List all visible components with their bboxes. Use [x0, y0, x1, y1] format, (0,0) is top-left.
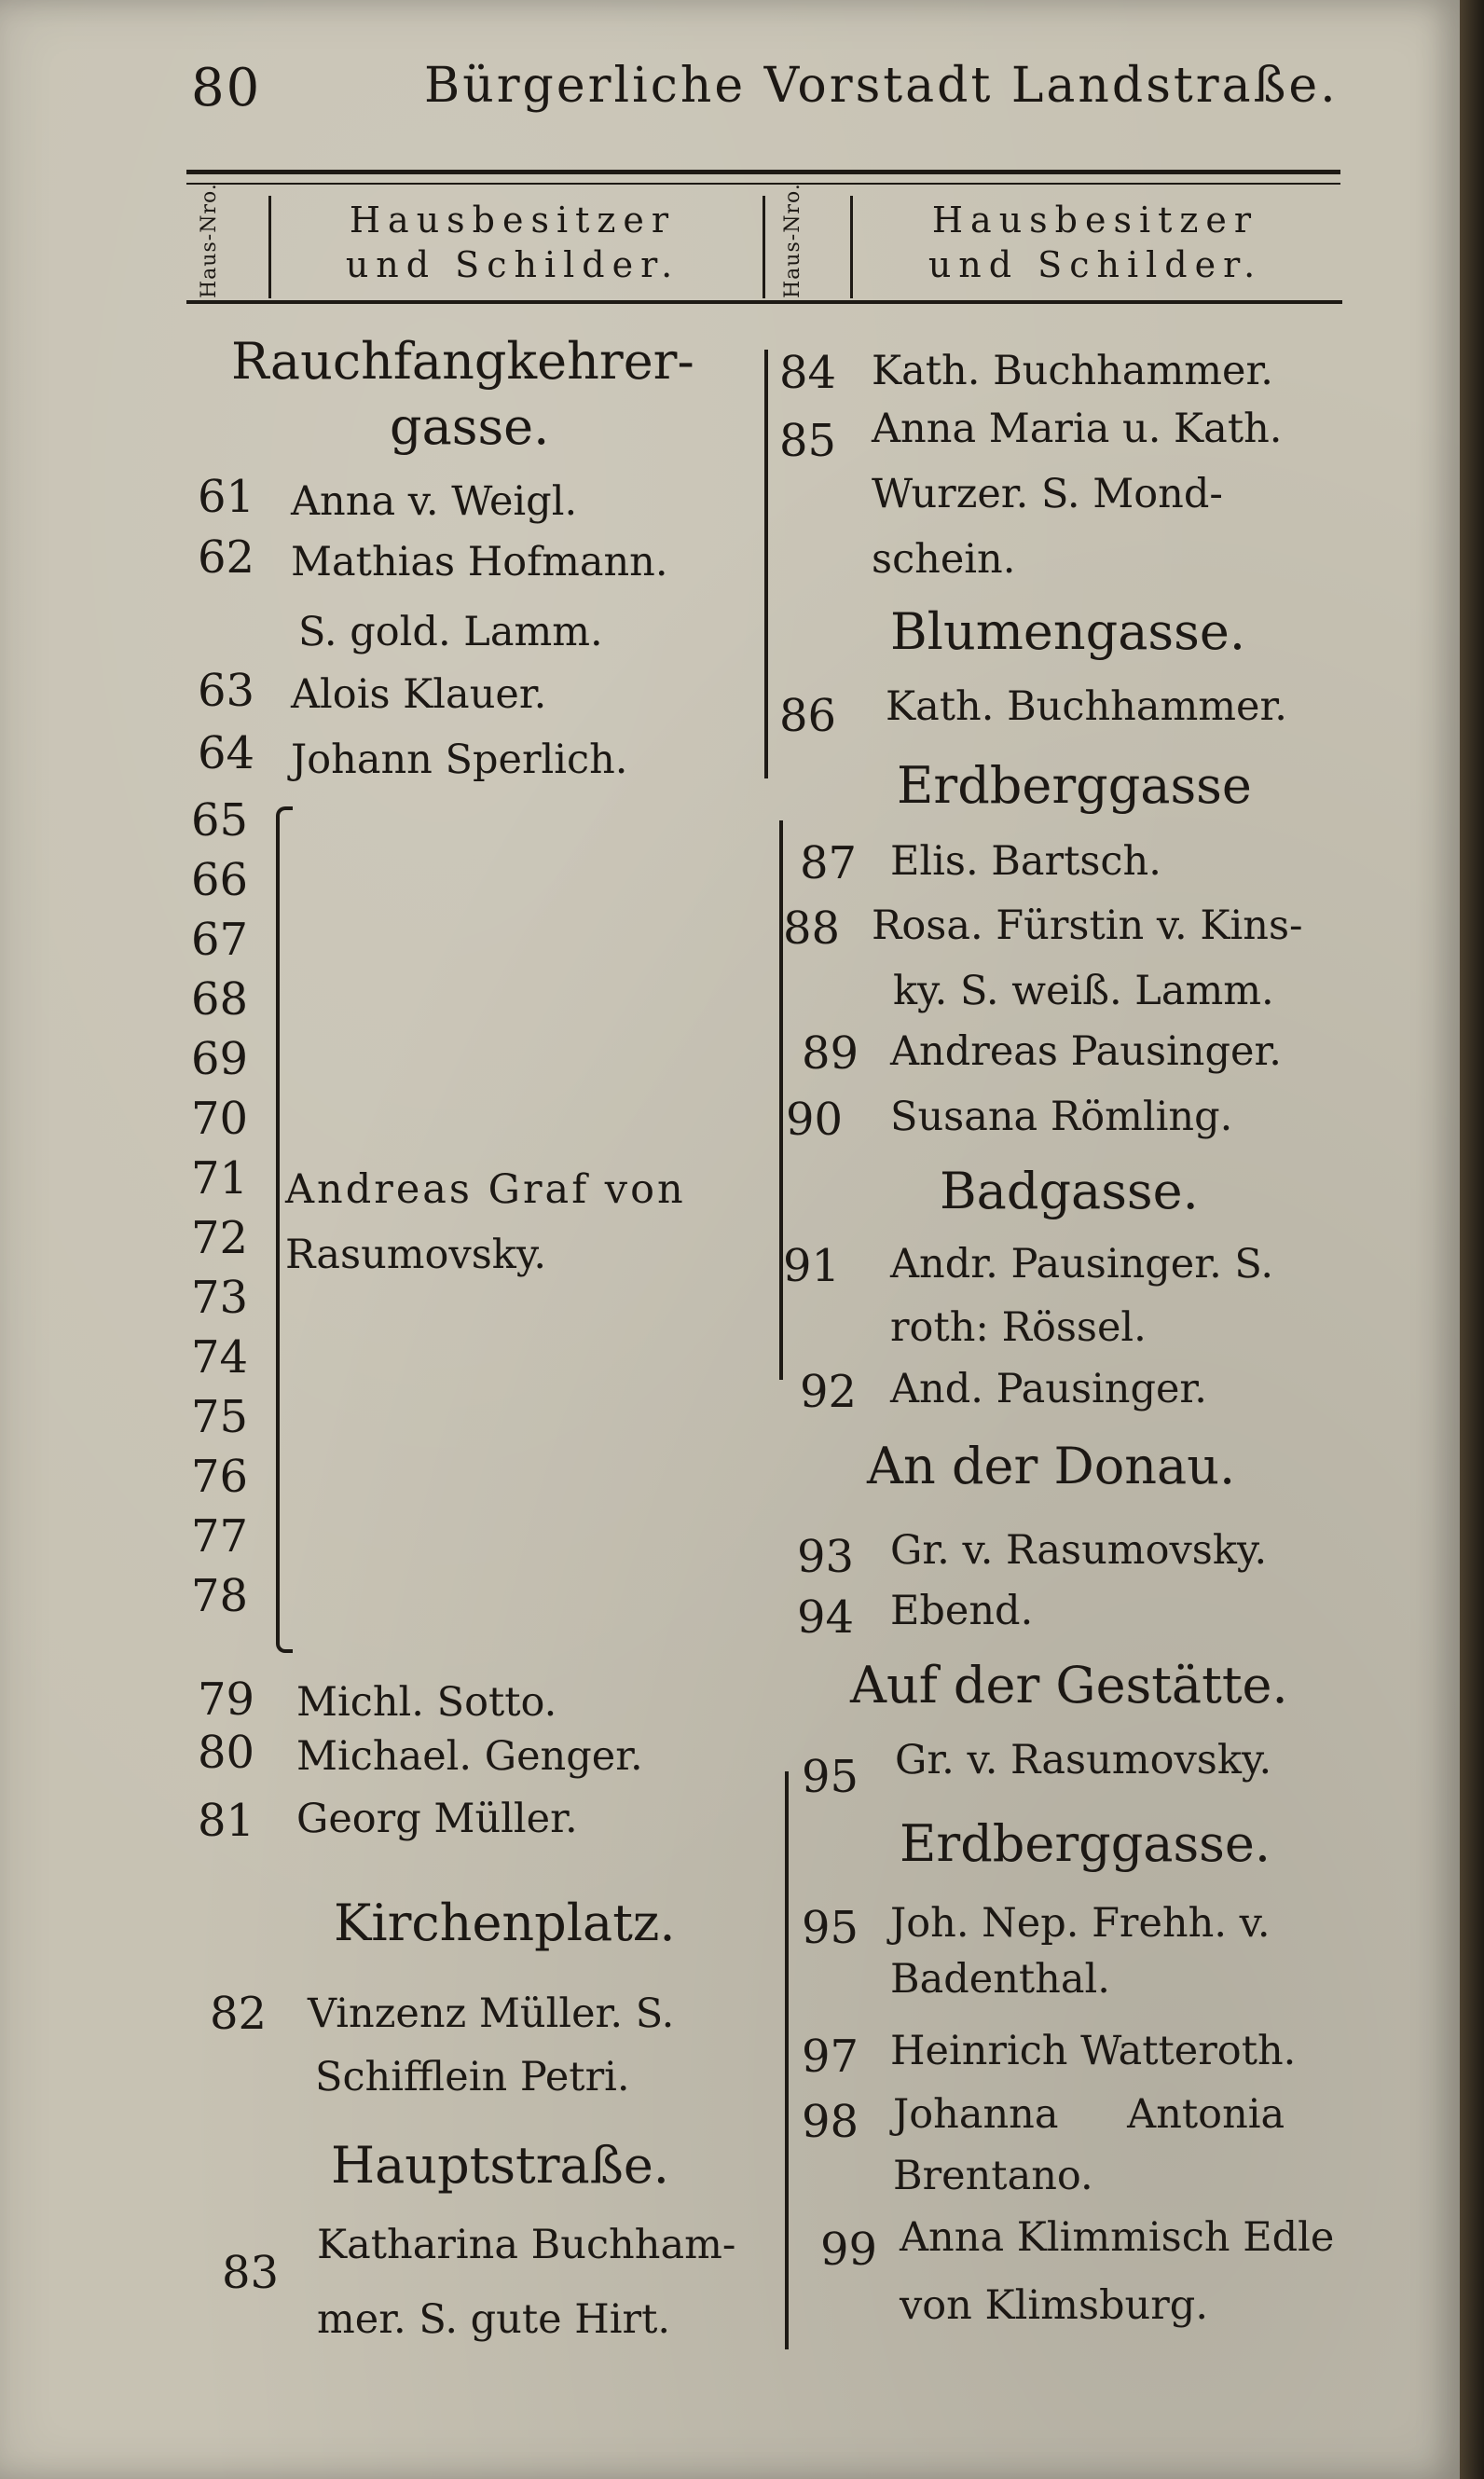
owner-name: Ebend.: [890, 1588, 1034, 1634]
owner-name: Johann Sperlich.: [291, 737, 628, 783]
owner-name: Susana Römling.: [890, 1094, 1233, 1140]
owner-name: Gr. v. Rasumovsky.: [895, 1737, 1272, 1784]
street-heading: Hauptstraße.: [331, 2136, 669, 2195]
house-number: 73: [191, 1272, 249, 1324]
house-number: 89: [802, 1027, 859, 1080]
owner-header-right-line1: Hausbesitzer: [931, 200, 1259, 241]
house-number: 76: [191, 1451, 249, 1503]
owner-name: Katharina Buchham-: [317, 2222, 736, 2268]
house-number: 94: [797, 1591, 855, 1644]
house-number: 83: [222, 2247, 280, 2299]
house-number: 91: [783, 1240, 841, 1292]
house-number: 97: [802, 2031, 859, 2083]
house-number: 92: [800, 1366, 858, 1418]
house-number: 68: [191, 973, 249, 1026]
owner-name: Heinrich Watteroth.: [890, 2028, 1297, 2074]
street-heading: Auf der Gestätte.: [850, 1656, 1288, 1715]
house-number: 70: [191, 1093, 249, 1145]
house-number: 95: [802, 1751, 859, 1803]
owner-header-left-line2: und Schilder.: [345, 244, 680, 285]
house-number: 71: [191, 1152, 249, 1205]
header-divider: [850, 196, 853, 298]
house-sign: S. gold. Lamm.: [298, 609, 603, 655]
owner-name: Anna Klimmisch Edle: [900, 2214, 1335, 2261]
street-heading: Kirchenplatz.: [334, 1894, 676, 1952]
house-sign: Badenthal.: [890, 1956, 1110, 2003]
house-number: 87: [800, 837, 858, 889]
owner-name: Andr. Pausinger. S.: [890, 1241, 1274, 1288]
house-number: 99: [820, 2224, 878, 2276]
house-number: 79: [198, 1673, 255, 1726]
house-number: 84: [779, 347, 837, 399]
house-number: 74: [191, 1331, 249, 1384]
header-divider: [268, 196, 271, 298]
house-number: 75: [191, 1391, 249, 1443]
owner-name: Andreas Pausinger.: [890, 1028, 1282, 1075]
house-number: 85: [779, 415, 837, 467]
house-number: 67: [191, 914, 249, 966]
header-rule-top-thin: [186, 183, 1340, 185]
house-sign: schein.: [872, 536, 1016, 583]
header-divider: [763, 196, 765, 298]
house-number: 72: [191, 1212, 249, 1264]
owner-name: Johanna Antonia: [893, 2091, 1285, 2138]
house-sign: Wurzer. S. Mond-: [872, 471, 1223, 517]
owner-name: Anna v. Weigl.: [291, 478, 578, 525]
street-heading: Badgasse.: [940, 1162, 1199, 1220]
owner-name: Georg Müller.: [296, 1796, 578, 1842]
street-heading: Erdberggasse.: [900, 1814, 1271, 1873]
owner-name: von Klimsburg.: [900, 2282, 1208, 2329]
house-number: 88: [783, 902, 841, 955]
street-heading: Erdberggasse: [897, 756, 1252, 815]
owner-name: Michael. Genger.: [296, 1733, 643, 1780]
column-rule: [785, 1771, 789, 2349]
owner-name: Andreas Graf von: [285, 1166, 686, 1213]
house-number: 80: [198, 1727, 255, 1779]
house-number: 62: [198, 531, 255, 584]
owner-name: Michl. Sotto.: [296, 1679, 557, 1726]
house-sign: roth: Rössel.: [890, 1304, 1147, 1351]
house-number: 63: [198, 665, 255, 717]
owner-header-right-line2: und Schilder.: [928, 244, 1263, 285]
house-number: 64: [198, 727, 255, 779]
house-number: 98: [802, 2096, 859, 2148]
page-number: 80: [191, 58, 262, 118]
house-number: 82: [210, 1988, 268, 2040]
owner-name: Joh. Nep. Frehh. v.: [890, 1900, 1271, 1947]
street-heading: Rauchfangkehrer-: [231, 332, 694, 391]
owner-name: Mathias Hofmann.: [291, 539, 668, 585]
owner-name: Brentano.: [893, 2153, 1093, 2199]
house-number: 61: [198, 471, 255, 523]
house-sign: mer. S. gute Hirt.: [317, 2296, 671, 2343]
house-number: 77: [191, 1510, 249, 1563]
owner-name: Kath. Buchhammer.: [886, 683, 1287, 730]
street-heading: Blumengasse.: [890, 602, 1245, 661]
house-number: 93: [797, 1531, 855, 1583]
owner-name: Rasumovsky.: [285, 1232, 547, 1278]
header-rule-bottom: [186, 300, 1342, 304]
house-number: 86: [779, 690, 837, 742]
owner-name: Alois Klauer.: [291, 671, 547, 718]
street-heading: An der Donau.: [867, 1437, 1236, 1495]
running-title: Bürgerliche Vorstadt Landstraße.: [424, 58, 1339, 114]
house-number: 69: [191, 1033, 249, 1085]
owner-name: Anna Maria u. Kath.: [872, 406, 1283, 452]
house-number: 65: [191, 794, 249, 847]
header-rule-top: [186, 170, 1340, 174]
house-number: 78: [191, 1570, 249, 1622]
house-number: 66: [191, 854, 249, 906]
book-edge: [1460, 0, 1484, 2479]
owner-header-left: [280, 198, 746, 287]
house-number: 81: [198, 1795, 255, 1847]
column-rule: [764, 350, 768, 778]
house-number: 90: [786, 1094, 844, 1146]
owner-header-left-line1: Hausbesitzer: [349, 200, 677, 241]
street-heading: gasse.: [390, 397, 550, 456]
owner-name: And. Pausinger.: [890, 1366, 1207, 1412]
house-no-header-left: Haus-Nro.: [198, 183, 221, 298]
owner-name: Kath. Buchhammer.: [872, 348, 1273, 394]
house-sign: Schifflein Petri.: [315, 2054, 630, 2100]
owner-name: Rosa. Fürstin v. Kins-: [872, 902, 1303, 949]
house-sign: ky. S. weiß. Lamm.: [893, 968, 1274, 1014]
house-no-header-right: Haus-Nro.: [781, 183, 804, 298]
owner-name: Gr. v. Rasumovsky.: [890, 1527, 1268, 1574]
owner-name: Vinzenz Müller. S.: [308, 1990, 675, 2037]
owner-header-right: [862, 198, 1328, 287]
house-number: 95: [802, 1902, 859, 1954]
owner-name: Elis. Bartsch.: [890, 838, 1161, 885]
